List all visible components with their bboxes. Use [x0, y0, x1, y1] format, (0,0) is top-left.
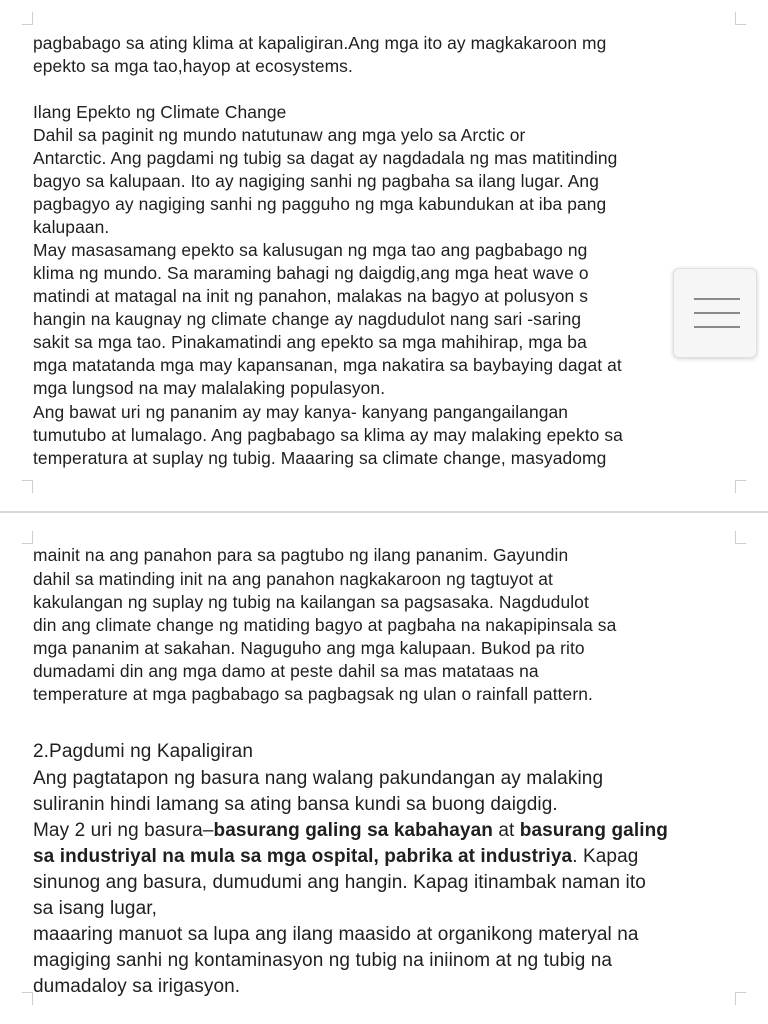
paragraph-line: dumadaloy sa irigasyon. — [33, 976, 241, 997]
paragraph-line: Dahil sa paginit ng mundo natutunaw ang mga yelo sa Arctic or — [33, 125, 526, 145]
paragraph-line: hangin na kaugnay ng climate change ay nagdudulot nang sari -saring — [33, 309, 582, 329]
paragraph-line: Ang pagtatapon ng basura nang walang pakundangan ay malaking — [33, 768, 604, 789]
bold-text-run: basurang galing sa kabahayan — [213, 820, 493, 841]
paragraph-line: sa isang lugar, — [33, 898, 158, 919]
menu-icon-bar — [694, 326, 740, 328]
page-corner-mark — [735, 480, 746, 493]
paragraph-line: kakulangan ng suplay ng tubig na kailangan sa pagsasaka. Nagdudulot — [33, 592, 589, 612]
paragraph-line: suliranin hindi lamang sa ating bansa kundi sa buong daigdig. — [33, 794, 558, 815]
paragraph-line: sakit sa mga tao. Pinakamatindi ang epekto sa mga mahihirap, mga ba — [33, 332, 587, 352]
paragraph-line: tumutubo at lumalago. Ang pagbabago sa klima ay may malaking epekto sa — [33, 425, 623, 445]
paragraph-line — [33, 844, 638, 869]
bold-text-run: sa industriyal na mula sa mga ospital, pabrika at industriya — [33, 846, 573, 867]
page-corner-mark — [22, 531, 33, 544]
paragraph-line: Antarctic. Ang pagdami ng tubig sa dagat ay nagdadala ng mas matitinding — [33, 148, 618, 168]
page-corner-mark — [735, 992, 746, 1005]
paragraph-line: epekto sa mga tao,hayop at ecosystems. — [33, 56, 353, 76]
paragraph-line: mga pananim at sakahan. Naguguho ang mga kalupaan. Bukod pa rito — [33, 638, 585, 658]
paragraph-line: mga matatanda mga may kapansanan, mga nakatira sa baybaying dagat at — [33, 355, 622, 375]
paragraph-line: dumadami din ang mga damo at peste dahil sa mas matataas na — [33, 661, 539, 681]
paragraph-line: maaaring manuot sa lupa ang ilang maasido at organikong materyal na — [33, 924, 639, 945]
paragraph-line: Ang bawat uri ng pananim ay may kanya- kanyang pangangailangan — [33, 402, 569, 422]
paragraph-line — [33, 818, 668, 843]
menu-icon-bar — [694, 312, 740, 314]
paragraph-line: din ang climate change ng matiding bagyo at pagbaha na nakapipinsala sa — [33, 615, 617, 635]
paragraph-line: kalupaan. — [33, 217, 110, 237]
page-corner-mark — [22, 12, 33, 25]
page-corner-mark — [22, 992, 33, 1005]
page-corner-mark — [735, 531, 746, 544]
paragraph-line: klima ng mundo. Sa maraming bahagi ng daigdig,ang mga heat wave o — [33, 263, 589, 283]
paragraph-line: mga lungsod na may malalaking populasyon. — [33, 378, 386, 398]
section-heading: 2.Pagdumi ng Kapaligiran — [33, 741, 253, 762]
bold-text-run: basurang galing — [519, 820, 669, 841]
document-page-2 — [0, 513, 768, 1024]
paragraph-line: bagyo sa kalupaan. Ito ay nagiging sanhi ng pagbaha sa ilang lugar. Ang — [33, 171, 599, 191]
paragraph-line: matindi at matagal na init ng panahon, malakas na bagyo at polusyon s — [33, 286, 589, 306]
text-run: May 2 uri ng basura– — [33, 820, 214, 841]
paragraph-line: sinunog ang basura, dumudumi ang hangin. Kapag itinambak naman ito — [33, 872, 646, 893]
paragraph-line: May masasamang epekto sa kalusugan ng mga tao ang pagbabago ng — [33, 240, 588, 260]
paragraph-line: dahil sa matinding init na ang panahon nagkakaroon ng tagtuyot at — [33, 569, 553, 589]
paragraph-line: temperature at mga pagbabago sa pagbagsak ng ulan o rainfall pattern. — [33, 684, 593, 704]
page-corner-mark — [22, 480, 33, 493]
paragraph-line: pagbagyo ay nagiging sanhi ng pagguho ng mga kabundukan at iba pang — [33, 194, 607, 214]
text-run: . Kapag — [572, 846, 639, 867]
paragraph-line: pagbabago sa ating klima at kapaligiran.Ang mga ito ay magkakaroon mg — [33, 33, 607, 53]
section-heading: Ilang Epekto ng Climate Change — [33, 102, 287, 122]
page-corner-mark — [735, 12, 746, 25]
floating-menu-button[interactable] — [673, 268, 757, 358]
paragraph-line: mainit na ang panahon para sa pagtubo ng ilang pananim. Gayundin — [33, 545, 569, 565]
paragraph-line: magiging sanhi ng kontaminasyon ng tubig na iniinom at ng tubig na — [33, 950, 613, 971]
menu-icon-bar — [694, 298, 740, 300]
text-run: at — [492, 820, 520, 841]
paragraph-line: temperatura at suplay ng tubig. Maaaring sa climate change, masyadomg — [33, 448, 607, 468]
